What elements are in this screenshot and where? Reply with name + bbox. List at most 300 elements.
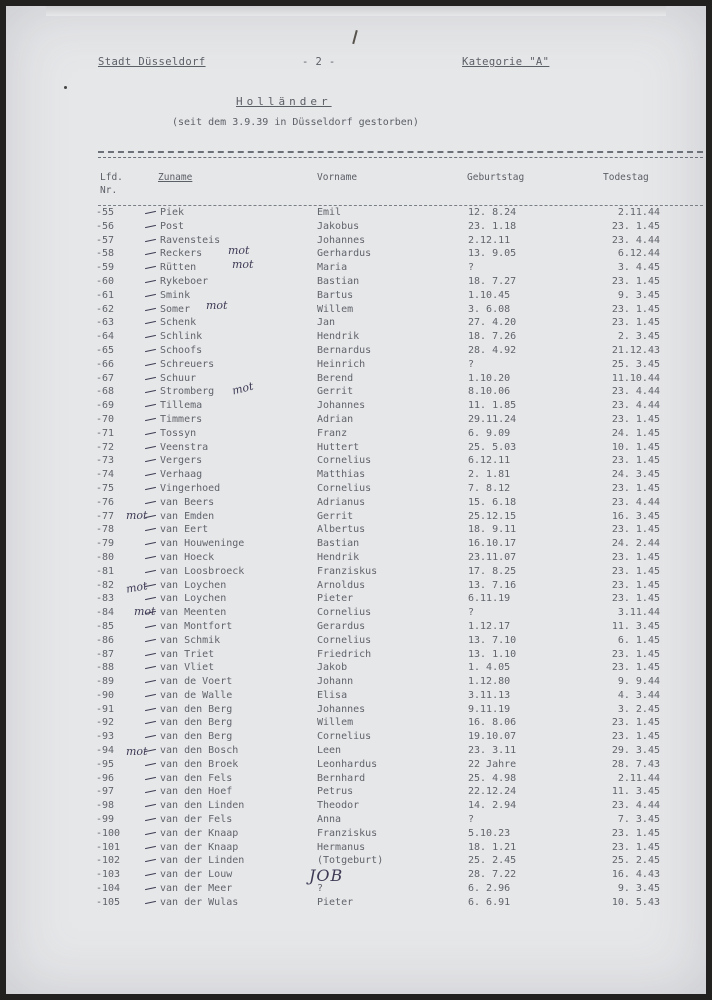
row-deathdate: 4. 3.44 <box>617 689 660 701</box>
table-row <box>6 689 706 703</box>
row-birthdate: 14. 2.94 <box>468 800 517 812</box>
row-birthdate: 6. 6.91 <box>468 896 511 908</box>
row-birthdate: 25.12.15 <box>468 510 517 522</box>
row-birthdate: 29.11.24 <box>468 413 517 425</box>
row-birthdate: 12. 8.24 <box>468 207 517 218</box>
row-birthdate: 18. 7.27 <box>468 275 517 287</box>
row-forename: Franziskus <box>317 565 378 577</box>
row-forename: Cornelius <box>317 731 372 743</box>
pen-tick-mark <box>145 832 156 835</box>
row-surname: van Hoeck <box>160 551 215 563</box>
row-forename: Pieter <box>317 896 354 908</box>
table-row <box>6 634 706 648</box>
row-forename: Bernardus <box>317 344 372 356</box>
pen-tick-mark <box>145 901 156 904</box>
row-deathdate: 11. 3.45 <box>611 786 660 798</box>
table-row <box>6 606 706 620</box>
row-forename: Friedrich <box>317 648 372 660</box>
table-row <box>6 358 706 372</box>
table-row <box>6 813 706 827</box>
table-row <box>6 372 706 386</box>
row-number: -99 <box>96 814 115 826</box>
row-forename: Johannes <box>317 234 366 246</box>
table-row <box>6 454 706 468</box>
table-row <box>6 841 706 855</box>
row-deathdate: 9. 3.45 <box>617 883 660 895</box>
row-forename: Adrianus <box>317 496 366 508</box>
row-surname: Tossyn <box>160 427 197 439</box>
row-number: -71 <box>96 427 115 439</box>
row-surname: van de Voert <box>160 676 233 688</box>
row-birthdate: 1.10.45 <box>468 289 511 301</box>
pencil-mark <box>352 30 357 44</box>
row-forename: Hendrik <box>317 331 360 343</box>
row-birthdate: 6.12.11 <box>468 455 511 467</box>
row-forename: Hermanus <box>317 841 366 853</box>
row-birthdate: 27. 4.20 <box>468 317 517 329</box>
table-row <box>6 275 706 289</box>
row-forename: Heinrich <box>317 358 366 370</box>
row-forename: Gerardus <box>317 620 366 632</box>
row-number: -73 <box>96 455 115 467</box>
row-deathdate: 21.12.43 <box>611 344 660 356</box>
row-surname: van Beers <box>160 496 215 508</box>
row-forename: Anna <box>317 814 342 826</box>
row-deathdate: 23. 1.45 <box>611 455 660 467</box>
table-row <box>6 827 706 841</box>
row-forename: Willem <box>317 717 354 729</box>
row-deathdate: 23. 1.45 <box>611 717 660 729</box>
row-surname: Stromberg <box>160 386 215 398</box>
table-row <box>6 468 706 482</box>
table-row <box>6 247 706 261</box>
row-number: -92 <box>96 717 115 729</box>
row-surname: van Meenten <box>160 607 227 619</box>
row-deathdate: 9. 9.44 <box>617 676 660 688</box>
column-header-birthdate: Geburtstag <box>467 172 525 183</box>
row-number: -97 <box>96 786 115 798</box>
row-surname: van den Bosch <box>160 745 239 757</box>
row-forename: Leen <box>317 745 342 757</box>
header-rule-top <box>98 151 703 153</box>
row-birthdate: 18. 1.21 <box>468 841 517 853</box>
row-deathdate: 3. 2.45 <box>617 703 660 715</box>
row-number: -77 <box>96 510 115 522</box>
handwritten-job-103: JOB <box>309 866 344 885</box>
row-deathdate: 29. 3.45 <box>611 745 660 757</box>
row-forename: Johann <box>317 676 354 688</box>
row-deathdate: 2.11.44 <box>617 207 660 218</box>
row-surname: van de Walle <box>160 689 233 701</box>
pen-tick-mark <box>145 859 156 862</box>
table-row <box>6 537 706 551</box>
table-row <box>6 565 706 579</box>
table-row <box>6 551 706 565</box>
table-row <box>6 758 706 772</box>
header-category: Kategorie "A" <box>462 56 550 68</box>
row-deathdate: 25. 3.45 <box>611 358 660 370</box>
row-forename: Theodor <box>317 800 360 812</box>
table-row <box>6 785 706 799</box>
row-birthdate: 17. 8.25 <box>468 565 517 577</box>
pen-tick-mark <box>145 404 156 407</box>
ink-dot <box>64 86 67 89</box>
row-birthdate: 25. 2.45 <box>468 855 517 867</box>
row-number: -105 <box>96 896 121 908</box>
table-row <box>6 385 706 399</box>
row-deathdate: 23. 1.45 <box>611 579 660 591</box>
row-deathdate: 23. 1.45 <box>611 731 660 743</box>
pen-tick-mark <box>145 528 156 531</box>
row-birthdate: 13. 7.16 <box>468 579 517 591</box>
row-deathdate: 23. 4.44 <box>611 400 660 412</box>
pen-tick-mark <box>145 597 156 600</box>
pen-tick-mark <box>145 225 156 228</box>
row-number: -58 <box>96 248 115 260</box>
row-forename: Franziskus <box>317 827 378 839</box>
row-surname: Timmers <box>160 413 203 425</box>
row-number: -101 <box>96 841 121 853</box>
row-forename: Matthias <box>317 469 366 481</box>
pen-tick-mark <box>145 694 156 697</box>
table-row <box>6 344 706 358</box>
row-surname: Post <box>160 220 185 232</box>
row-surname: van den Hoef <box>160 786 233 798</box>
pen-tick-mark <box>145 652 156 655</box>
row-number: -66 <box>96 358 115 370</box>
pen-tick-mark <box>145 459 156 462</box>
row-number: -75 <box>96 482 115 494</box>
row-surname: van Montfort <box>160 620 233 632</box>
row-surname: van den Berg <box>160 703 233 715</box>
pen-tick-mark <box>145 445 156 448</box>
table-row <box>6 330 706 344</box>
row-surname: van der Meer <box>160 883 233 895</box>
handwritten-mot-58: mot <box>228 244 250 257</box>
row-forename: Jakob <box>317 662 348 674</box>
row-forename: Johannes <box>317 703 366 715</box>
table-row <box>6 703 706 717</box>
row-birthdate: 13. 7.10 <box>468 634 517 646</box>
row-deathdate: 23. 1.45 <box>611 551 660 563</box>
row-number: -67 <box>96 372 115 384</box>
row-surname: van der Knaap <box>160 827 239 839</box>
row-birthdate: 3. 6.08 <box>468 303 511 315</box>
row-number: -79 <box>96 538 115 550</box>
table-row <box>6 579 706 593</box>
row-number: -85 <box>96 620 115 632</box>
pen-tick-mark <box>145 390 156 393</box>
row-deathdate: 10. 1.45 <box>611 441 660 453</box>
row-forename: Franz <box>317 427 348 439</box>
row-forename: Bernhard <box>317 772 366 784</box>
row-birthdate: 23.11.07 <box>468 551 517 563</box>
header-city: Stadt Düsseldorf <box>98 56 206 68</box>
row-number: -69 <box>96 400 115 412</box>
row-birthdate: 9.11.19 <box>468 703 511 715</box>
row-birthdate: ? <box>468 262 475 274</box>
row-number: -59 <box>96 262 115 274</box>
table-row <box>6 799 706 813</box>
pen-tick-mark <box>145 777 156 780</box>
table-row <box>6 772 706 786</box>
row-birthdate: 23. 1.18 <box>468 220 517 232</box>
table-row <box>6 716 706 730</box>
row-number: -102 <box>96 855 121 867</box>
row-forename: Willem <box>317 303 354 315</box>
header-page-number: - 2 - <box>302 56 336 68</box>
row-number: -95 <box>96 758 115 770</box>
row-forename: Cornelius <box>317 482 372 494</box>
row-forename: Gerhardus <box>317 248 372 260</box>
row-birthdate: 23. 3.11 <box>468 745 517 757</box>
row-number: -57 <box>96 234 115 246</box>
row-forename: Jakobus <box>317 220 360 232</box>
row-surname: van der Fels <box>160 814 233 826</box>
table-row <box>6 206 706 220</box>
row-number: -68 <box>96 386 115 398</box>
row-surname: van Triet <box>160 648 215 660</box>
row-deathdate: 23. 1.45 <box>611 565 660 577</box>
document-subtitle: (seit dem 3.9.39 in Düsseldorf gestorben) <box>172 117 419 128</box>
row-forename: Petrus <box>317 786 354 798</box>
table-row <box>6 234 706 248</box>
row-birthdate: 15. 6.18 <box>468 496 517 508</box>
pen-tick-mark <box>145 639 156 642</box>
row-number: -78 <box>96 524 115 536</box>
row-deathdate: 23. 4.44 <box>611 386 660 398</box>
row-forename: Gerrit <box>317 510 354 522</box>
table-row <box>6 316 706 330</box>
row-deathdate: 2.11.44 <box>617 772 660 784</box>
pen-tick-mark <box>145 804 156 807</box>
row-forename: Bastian <box>317 275 360 287</box>
row-deathdate: 23. 1.45 <box>611 593 660 605</box>
table-row <box>6 730 706 744</box>
row-birthdate: 22 Jahre <box>468 758 517 770</box>
column-header-surname: Zuname <box>158 172 193 183</box>
row-surname: Schoofs <box>160 344 203 356</box>
pen-tick-mark <box>145 432 156 435</box>
row-number: -61 <box>96 289 115 301</box>
row-surname: Rütten <box>160 262 197 274</box>
row-deathdate: 24. 1.45 <box>611 427 660 439</box>
row-surname: van der Wulas <box>160 896 239 908</box>
table-row <box>6 399 706 413</box>
row-number: -60 <box>96 275 115 287</box>
pen-tick-mark <box>145 252 156 255</box>
pen-tick-mark <box>145 846 156 849</box>
row-number: -89 <box>96 676 115 688</box>
row-surname: Schuur <box>160 372 197 384</box>
row-deathdate: 23. 1.45 <box>611 524 660 536</box>
table-row <box>6 620 706 634</box>
table-row <box>6 482 706 496</box>
row-number: -98 <box>96 800 115 812</box>
row-number: -96 <box>96 772 115 784</box>
row-surname: van den Linden <box>160 800 245 812</box>
row-surname: van Emden <box>160 510 215 522</box>
page-top-edge <box>46 6 666 16</box>
row-surname: van Loychen <box>160 579 227 591</box>
row-number: -82 <box>96 579 115 591</box>
pen-tick-mark <box>145 487 156 490</box>
table-row <box>6 496 706 510</box>
death-register-table <box>6 206 706 910</box>
table-row <box>6 413 706 427</box>
row-birthdate: 13. 1.10 <box>468 648 517 660</box>
row-birthdate: 6. 2.96 <box>468 883 511 895</box>
column-header-forename: Vorname <box>317 172 358 183</box>
handwritten-mot-94: mot <box>126 745 148 758</box>
row-deathdate: 11. 3.45 <box>611 620 660 632</box>
row-deathdate: 16. 3.45 <box>611 510 660 522</box>
handwritten-mot-68: mot <box>230 379 255 398</box>
row-deathdate: 23. 1.45 <box>611 827 660 839</box>
row-number: -70 <box>96 413 115 425</box>
column-header-number: Lfd. Nr. <box>100 172 123 196</box>
row-forename: Cornelius <box>317 634 372 646</box>
row-surname: Schenk <box>160 317 197 329</box>
row-forename: (Totgeburt) <box>317 855 384 867</box>
row-birthdate: 2.12.11 <box>468 234 511 246</box>
row-surname: Verhaag <box>160 469 203 481</box>
pen-tick-mark <box>145 666 156 669</box>
pen-tick-mark <box>145 418 156 421</box>
row-number: -56 <box>96 220 115 232</box>
row-surname: van Vliet <box>160 662 215 674</box>
row-birthdate: ? <box>468 814 475 826</box>
table-row <box>6 303 706 317</box>
row-birthdate: 16. 8.06 <box>468 717 517 729</box>
row-birthdate: 6. 9.09 <box>468 427 511 439</box>
pen-tick-mark <box>145 708 156 711</box>
row-birthdate: 28. 7.22 <box>468 869 517 881</box>
row-forename: Johannes <box>317 400 366 412</box>
header-rule-second <box>98 157 703 158</box>
row-forename: Arnoldus <box>317 579 366 591</box>
row-forename: Bastian <box>317 538 360 550</box>
table-row <box>6 523 706 537</box>
row-number: -84 <box>96 607 115 619</box>
row-surname: van Loychen <box>160 593 227 605</box>
row-number: -91 <box>96 703 115 715</box>
pen-tick-mark <box>145 473 156 476</box>
table-row <box>6 675 706 689</box>
row-number: -100 <box>96 827 121 839</box>
row-forename: Berend <box>317 372 354 384</box>
table-row <box>6 592 706 606</box>
table-row <box>6 744 706 758</box>
row-forename: Elisa <box>317 689 348 701</box>
row-deathdate: 2. 3.45 <box>617 331 660 343</box>
row-surname: Smink <box>160 289 191 301</box>
table-row <box>6 441 706 455</box>
pen-tick-mark <box>145 735 156 738</box>
row-deathdate: 23. 1.45 <box>611 275 660 287</box>
row-birthdate: 7. 8.12 <box>468 482 511 494</box>
row-surname: van der Linden <box>160 855 245 867</box>
document-title: Holländer <box>236 95 332 108</box>
row-deathdate: 24. 3.45 <box>611 469 660 481</box>
row-deathdate: 24. 2.44 <box>611 538 660 550</box>
row-surname: Ravensteis <box>160 234 221 246</box>
row-surname: van Houweninge <box>160 538 245 550</box>
row-deathdate: 23. 1.45 <box>611 220 660 232</box>
row-number: -65 <box>96 344 115 356</box>
row-birthdate: 5.10.23 <box>468 827 511 839</box>
pen-tick-mark <box>145 873 156 876</box>
row-surname: van Loosbroeck <box>160 565 245 577</box>
row-number: -86 <box>96 634 115 646</box>
row-forename: Jan <box>317 317 336 329</box>
pen-tick-mark <box>145 376 156 379</box>
row-forename: ? <box>317 883 324 895</box>
row-birthdate: 16.10.17 <box>468 538 517 550</box>
row-birthdate: 1. 4.05 <box>468 662 511 674</box>
pen-tick-mark <box>145 542 156 545</box>
row-number: -81 <box>96 565 115 577</box>
row-surname: Veenstra <box>160 441 209 453</box>
row-surname: van der Knaap <box>160 841 239 853</box>
table-row <box>6 648 706 662</box>
row-birthdate: 1.12.80 <box>468 676 511 688</box>
row-deathdate: 23. 1.45 <box>611 662 660 674</box>
row-deathdate: 16. 4.43 <box>611 869 660 881</box>
table-row <box>6 261 706 275</box>
row-surname: Vingerhoed <box>160 482 221 494</box>
pen-tick-mark <box>145 280 156 283</box>
row-birthdate: ? <box>468 607 475 619</box>
pen-tick-mark <box>145 238 156 241</box>
handwritten-mot-82: mot <box>125 579 149 596</box>
row-surname: Rykeboer <box>160 275 209 287</box>
pen-tick-mark <box>145 501 156 504</box>
row-forename: Adrian <box>317 413 354 425</box>
row-forename: Cornelius <box>317 455 372 467</box>
row-deathdate: 25. 2.45 <box>611 855 660 867</box>
table-row <box>6 854 706 868</box>
row-surname: van den Berg <box>160 717 233 729</box>
row-number: -72 <box>96 441 115 453</box>
row-number: -74 <box>96 469 115 481</box>
row-birthdate: 28. 4.92 <box>468 344 517 356</box>
row-birthdate: 1.10.20 <box>468 372 511 384</box>
handwritten-mot-59: mot <box>232 258 254 271</box>
row-deathdate: 23. 1.45 <box>611 317 660 329</box>
pen-tick-mark <box>145 721 156 724</box>
row-surname: van den Fels <box>160 772 233 784</box>
pen-tick-mark <box>145 790 156 793</box>
pen-tick-mark <box>145 625 156 628</box>
row-surname: van den Berg <box>160 731 233 743</box>
row-number: -76 <box>96 496 115 508</box>
row-number: -87 <box>96 648 115 660</box>
pen-tick-mark <box>145 335 156 338</box>
row-deathdate: 7. 3.45 <box>617 814 660 826</box>
row-deathdate: 23. 4.44 <box>611 800 660 812</box>
pen-tick-mark <box>145 266 156 269</box>
pen-tick-mark <box>145 763 156 766</box>
row-deathdate: 9. 3.45 <box>617 289 660 301</box>
row-forename: Pieter <box>317 593 354 605</box>
row-number: -62 <box>96 303 115 315</box>
document-page <box>6 6 706 994</box>
row-surname: van Schmik <box>160 634 221 646</box>
table-row <box>6 868 706 882</box>
row-forename: Maria <box>317 262 348 274</box>
row-forename: Albertus <box>317 524 366 536</box>
